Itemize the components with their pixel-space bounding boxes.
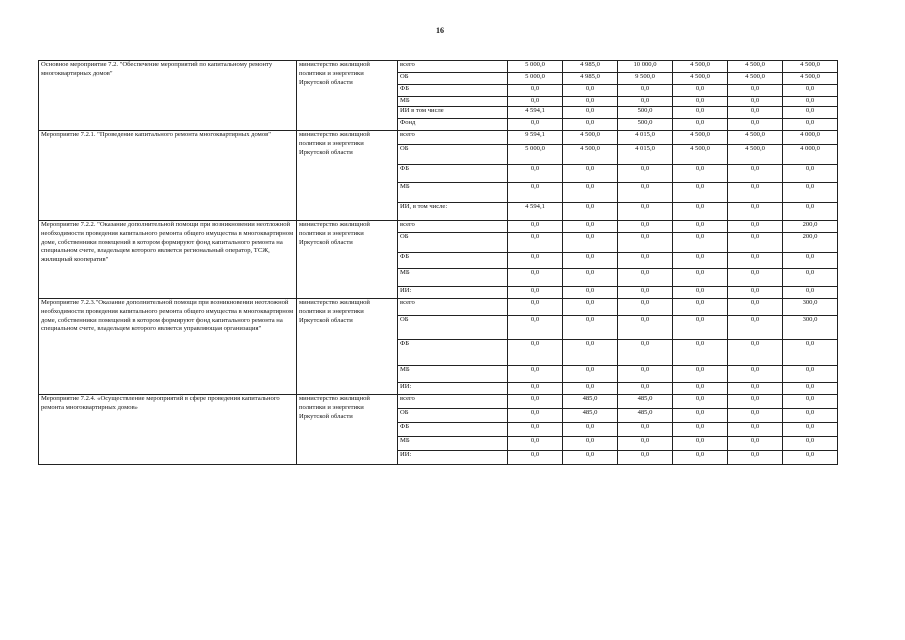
funding-value: 4 500,0 — [673, 145, 728, 165]
funding-value: 0,0 — [618, 203, 673, 221]
funding-value: 4 015,0 — [618, 131, 673, 145]
funding-value: 0,0 — [563, 203, 618, 221]
funding-source: ИИ: — [398, 383, 508, 395]
funding-value: 0,0 — [728, 287, 783, 299]
funding-value: 0,0 — [618, 423, 673, 437]
funding-value: 0,0 — [563, 423, 618, 437]
funding-value: 300,0 — [783, 316, 838, 340]
funding-source: всего — [398, 299, 508, 316]
funding-value: 0,0 — [563, 119, 618, 131]
funding-value: 0,0 — [563, 316, 618, 340]
funding-value: 0,0 — [618, 85, 673, 97]
funding-value: 0,0 — [728, 183, 783, 203]
funding-value: 0,0 — [508, 287, 563, 299]
funding-value: 0,0 — [618, 437, 673, 451]
funding-value: 0,0 — [728, 97, 783, 107]
funding-value: 0,0 — [563, 340, 618, 366]
funding-source: ИИ: — [398, 451, 508, 465]
funding-value: 0,0 — [783, 269, 838, 287]
funding-value: 0,0 — [563, 437, 618, 451]
funding-value: 4 500,0 — [563, 131, 618, 145]
funding-value: 4 015,0 — [618, 145, 673, 165]
funding-value: 0,0 — [673, 119, 728, 131]
funding-source: всего — [398, 131, 508, 145]
funding-value: 0,0 — [508, 97, 563, 107]
funding-value: 0,0 — [728, 107, 783, 119]
funding-value: 4 500,0 — [673, 73, 728, 85]
funding-value: 500,0 — [618, 119, 673, 131]
funding-value: 0,0 — [673, 107, 728, 119]
funding-value: 0,0 — [783, 383, 838, 395]
funding-value: 0,0 — [783, 253, 838, 269]
funding-value: 0,0 — [673, 366, 728, 383]
funding-value: 0,0 — [563, 107, 618, 119]
funding-source: ОБ — [398, 409, 508, 423]
funding-source: ОБ — [398, 233, 508, 253]
table-body — [39, 61, 838, 465]
funding-value: 0,0 — [728, 423, 783, 437]
funding-value: 0,0 — [508, 183, 563, 203]
funding-value: 300,0 — [783, 299, 838, 316]
funding-source: МБ — [398, 366, 508, 383]
funding-value: 4 500,0 — [728, 73, 783, 85]
funding-value: 485,0 — [618, 409, 673, 423]
funding-value: 4 500,0 — [783, 73, 838, 85]
funding-value: 0,0 — [673, 451, 728, 465]
funding-value: 0,0 — [563, 451, 618, 465]
funding-value: 0,0 — [563, 221, 618, 233]
funding-value: 0,0 — [783, 203, 838, 221]
funding-value: 4 500,0 — [783, 61, 838, 73]
funding-value: 0,0 — [618, 366, 673, 383]
funding-value: 0,0 — [728, 316, 783, 340]
table-row — [39, 221, 838, 233]
funding-value: 0,0 — [508, 233, 563, 253]
funding-value: 0,0 — [673, 221, 728, 233]
funding-value: 0,0 — [508, 316, 563, 340]
funding-value: 0,0 — [563, 269, 618, 287]
funding-value: 0,0 — [673, 299, 728, 316]
funding-source: МБ — [398, 183, 508, 203]
funding-value: 0,0 — [728, 409, 783, 423]
funding-value: 0,0 — [728, 233, 783, 253]
funding-source: ОБ — [398, 73, 508, 85]
funding-source: ФБ — [398, 340, 508, 366]
funding-value: 0,0 — [783, 423, 838, 437]
funding-value: 0,0 — [508, 395, 563, 409]
funding-value: 0,0 — [508, 165, 563, 183]
funding-value: 500,0 — [618, 107, 673, 119]
funding-value: 0,0 — [783, 366, 838, 383]
funding-value: 0,0 — [618, 253, 673, 269]
funding-value: 4 500,0 — [563, 145, 618, 165]
funding-value: 4 594,1 — [508, 107, 563, 119]
funding-value: 0,0 — [783, 451, 838, 465]
funding-value: 0,0 — [783, 119, 838, 131]
funding-value: 0,0 — [728, 299, 783, 316]
funding-value: 200,0 — [783, 221, 838, 233]
funding-source: ФБ — [398, 423, 508, 437]
funding-source: МБ — [398, 269, 508, 287]
funding-value: 10 000,0 — [618, 61, 673, 73]
funding-value: 0,0 — [618, 451, 673, 465]
funding-source: Фонд — [398, 119, 508, 131]
funding-value: 5 000,0 — [508, 61, 563, 73]
funding-value: 0,0 — [728, 119, 783, 131]
funding-value: 0,0 — [618, 165, 673, 183]
funding-value: 9 500,0 — [618, 73, 673, 85]
funding-value: 0,0 — [728, 85, 783, 97]
table-row — [39, 395, 838, 409]
funding-value: 0,0 — [508, 437, 563, 451]
funding-value: 0,0 — [673, 423, 728, 437]
funding-value: 0,0 — [618, 316, 673, 340]
funding-value: 0,0 — [618, 269, 673, 287]
funding-source: МБ — [398, 97, 508, 107]
funding-source: ИИ, в том числе: — [398, 203, 508, 221]
funding-value: 0,0 — [563, 253, 618, 269]
funding-value: 0,0 — [618, 97, 673, 107]
funding-value: 0,0 — [728, 165, 783, 183]
funding-value: 0,0 — [508, 383, 563, 395]
funding-value: 4 500,0 — [728, 145, 783, 165]
funding-source: ИИ в том числе — [398, 107, 508, 119]
funding-value: 0,0 — [673, 395, 728, 409]
responsible-executor: министерство жилищной политики и энергетики Иркутской области — [297, 221, 398, 299]
funding-value: 0,0 — [563, 287, 618, 299]
funding-value: 4 500,0 — [728, 61, 783, 73]
funding-value: 0,0 — [563, 97, 618, 107]
funding-value: 0,0 — [728, 269, 783, 287]
funding-value: 0,0 — [783, 107, 838, 119]
funding-value: 0,0 — [728, 437, 783, 451]
funding-value: 0,0 — [673, 340, 728, 366]
funding-source: ИИ: — [398, 287, 508, 299]
funding-value: 0,0 — [783, 287, 838, 299]
funding-value: 0,0 — [783, 395, 838, 409]
funding-value: 0,0 — [783, 409, 838, 423]
funding-value: 0,0 — [783, 97, 838, 107]
funding-value: 4 500,0 — [673, 61, 728, 73]
funding-value: 9 594,1 — [508, 131, 563, 145]
funding-value: 485,0 — [563, 409, 618, 423]
funding-source: ФБ — [398, 85, 508, 97]
funding-value: 0,0 — [508, 409, 563, 423]
funding-value: 0,0 — [673, 437, 728, 451]
table-row — [39, 61, 838, 73]
funding-value: 4 594,1 — [508, 203, 563, 221]
funding-value: 0,0 — [728, 366, 783, 383]
funding-value: 0,0 — [783, 340, 838, 366]
funding-value: 0,0 — [618, 383, 673, 395]
table-row — [39, 131, 838, 145]
funding-value: 5 000,0 — [508, 73, 563, 85]
funding-value: 0,0 — [728, 383, 783, 395]
funding-value: 485,0 — [563, 395, 618, 409]
funding-value: 0,0 — [783, 165, 838, 183]
funding-value: 0,0 — [673, 269, 728, 287]
funding-value: 0,0 — [508, 221, 563, 233]
funding-source: всего — [398, 61, 508, 73]
funding-value: 0,0 — [563, 233, 618, 253]
responsible-executor: министерство жилищной политики и энергетики Иркутской области — [297, 299, 398, 395]
funding-value: 0,0 — [508, 269, 563, 287]
funding-source: ФБ — [398, 165, 508, 183]
funding-source: всего — [398, 221, 508, 233]
funding-value: 0,0 — [563, 165, 618, 183]
budget-table — [38, 60, 838, 465]
funding-value: 0,0 — [673, 409, 728, 423]
funding-value: 0,0 — [673, 253, 728, 269]
funding-value: 0,0 — [618, 183, 673, 203]
funding-value: 0,0 — [508, 85, 563, 97]
responsible-executor: министерство жилищной политики и энергетики Иркутской области — [297, 131, 398, 221]
funding-value: 0,0 — [508, 366, 563, 383]
funding-value: 5 000,0 — [508, 145, 563, 165]
funding-value: 0,0 — [618, 233, 673, 253]
funding-value: 0,0 — [728, 451, 783, 465]
funding-value: 4 000,0 — [783, 145, 838, 165]
funding-value: 0,0 — [728, 203, 783, 221]
funding-source: ОБ — [398, 145, 508, 165]
funding-value: 0,0 — [563, 299, 618, 316]
funding-value: 0,0 — [508, 119, 563, 131]
funding-value: 0,0 — [563, 183, 618, 203]
funding-value: 0,0 — [508, 299, 563, 316]
funding-value: 4 000,0 — [783, 131, 838, 145]
funding-value: 0,0 — [673, 165, 728, 183]
funding-value: 0,0 — [673, 287, 728, 299]
activity-name: Мероприятие 7.2.3."Оказание дополнительной помощи при возникновении неотложной необходимости проведения капитального ремонта общего имущества в многоквартирном доме, собственники помещений в котором формируют фонд капитального ремонта на специальном счете, владельцем которого является управляющая организация" — [39, 299, 297, 395]
funding-value: 0,0 — [673, 233, 728, 253]
funding-source: ОБ — [398, 316, 508, 340]
funding-value: 0,0 — [673, 97, 728, 107]
funding-value: 0,0 — [673, 85, 728, 97]
funding-value: 0,0 — [728, 253, 783, 269]
activity-name: Мероприятие 7.2.1. "Проведение капитального ремонта многоквартирных домов" — [39, 131, 297, 221]
activity-name: Основное мероприятие 7.2. "Обеспечение мероприятий по капитальному ремонту многоквартирных домов" — [39, 61, 297, 131]
funding-value: 0,0 — [508, 253, 563, 269]
funding-value: 4 985,0 — [563, 61, 618, 73]
activity-name: Мероприятие 7.2.2. "Оказание дополнительной помощи при возникновении неотложной необходимости проведения капитального ремонта общего имущества в многоквартирном доме, собственники помещений в котором формируют фонд капитального ремонта на специальном счете, владельцем которого является региональный оператор, ТСЖ, жилищный кооператив" — [39, 221, 297, 299]
funding-source: ФБ — [398, 253, 508, 269]
funding-value: 0,0 — [618, 299, 673, 316]
funding-value: 0,0 — [728, 221, 783, 233]
funding-value: 0,0 — [728, 395, 783, 409]
funding-value: 0,0 — [618, 287, 673, 299]
funding-value: 0,0 — [783, 85, 838, 97]
funding-value: 0,0 — [783, 437, 838, 451]
table-row — [39, 299, 838, 316]
funding-source: всего — [398, 395, 508, 409]
funding-value: 0,0 — [563, 85, 618, 97]
funding-value: 0,0 — [618, 340, 673, 366]
funding-value: 0,0 — [673, 383, 728, 395]
responsible-executor: министерство жилищной политики и энергетики Иркутской области — [297, 395, 398, 465]
funding-value: 0,0 — [673, 203, 728, 221]
funding-value: 0,0 — [728, 340, 783, 366]
funding-value: 200,0 — [783, 233, 838, 253]
funding-value: 0,0 — [783, 183, 838, 203]
funding-value: 0,0 — [508, 423, 563, 437]
funding-value: 4 500,0 — [728, 131, 783, 145]
funding-value: 0,0 — [563, 366, 618, 383]
funding-value: 0,0 — [563, 383, 618, 395]
funding-value: 0,0 — [673, 316, 728, 340]
funding-value: 0,0 — [673, 183, 728, 203]
funding-value: 4 985,0 — [563, 73, 618, 85]
activity-name: Мероприятие 7.2.4. «Осуществление мероприятий в сфере проведения капитального ремонта многоквартирных домов» — [39, 395, 297, 465]
funding-value: 0,0 — [618, 221, 673, 233]
funding-value: 4 500,0 — [673, 131, 728, 145]
responsible-executor: министерство жилищной политики и энергетики Иркутской области — [297, 61, 398, 131]
funding-value: 0,0 — [508, 340, 563, 366]
funding-value: 485,0 — [618, 395, 673, 409]
page-number: 16 — [436, 26, 444, 35]
funding-value: 0,0 — [508, 451, 563, 465]
funding-source: МБ — [398, 437, 508, 451]
